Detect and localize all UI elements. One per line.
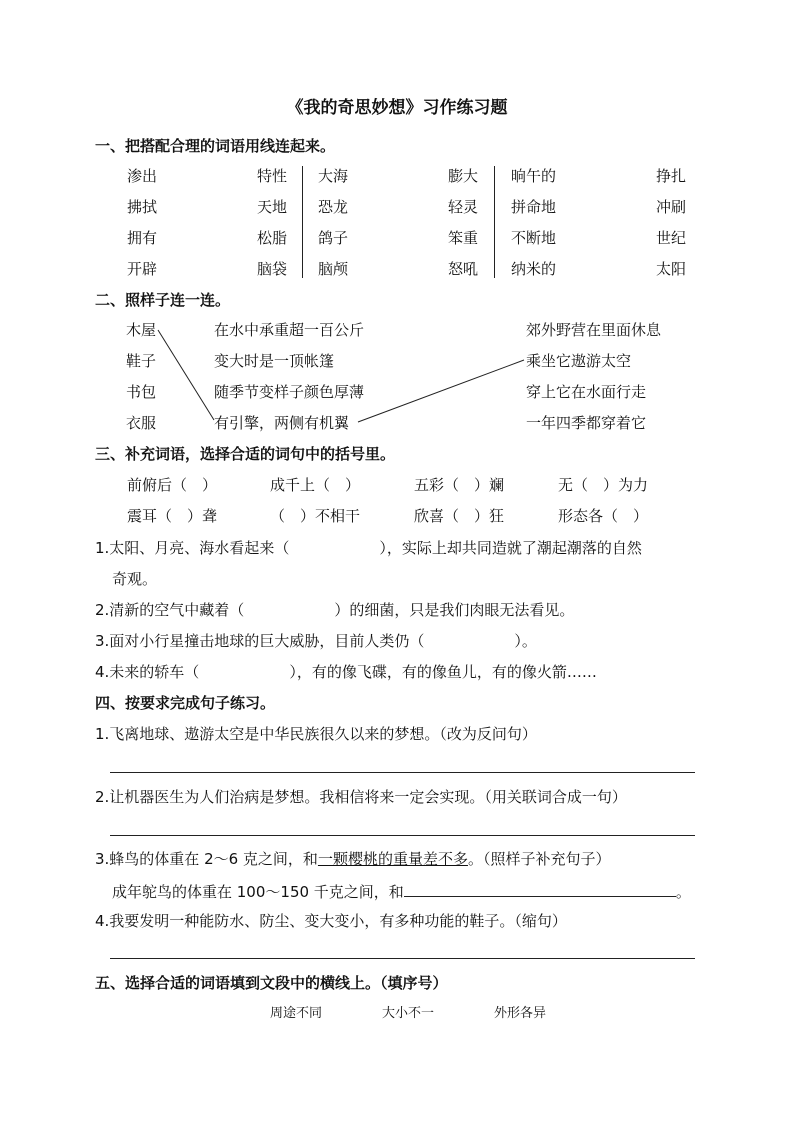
match-word: 鸽子 xyxy=(318,229,349,247)
answer-line[interactable] xyxy=(110,958,695,959)
idiom-blank: 无（ ）为力 xyxy=(558,476,649,494)
match-word: 冲刷 xyxy=(655,198,686,216)
section-3-heading: 三、补充词语，选择合适的词句中的括号里。 xyxy=(95,445,396,463)
item-word: 书包 xyxy=(126,383,157,401)
match-word: 晌午的 xyxy=(511,167,557,185)
question-3-1-cont: 奇观。 xyxy=(112,570,158,588)
question-4-3-fill xyxy=(112,880,691,902)
match-word: 脑颅 xyxy=(318,260,349,278)
match-word: 太阳 xyxy=(655,260,686,278)
feature-text: 变大时是一顶帐篷 xyxy=(214,352,335,370)
match-word: 轻灵 xyxy=(447,198,478,216)
match-word: 笨重 xyxy=(447,229,478,247)
question-4-3-pre: 3.蜂鸟的体重在 2～6 克之间，和 xyxy=(95,850,318,868)
section-5-heading: 五、选择合适的词语填到文段中的横线上。（填序号） xyxy=(95,974,448,992)
match-word: 开辟 xyxy=(127,260,158,278)
example-line xyxy=(158,330,214,420)
section-1-heading: 一、把搭配合理的词语用线连起来。 xyxy=(95,137,336,155)
option-3: 外形各异 xyxy=(494,1006,547,1021)
fill-blank[interactable] xyxy=(404,880,676,897)
answer-line[interactable] xyxy=(110,835,695,836)
feature-text: 在水中承重超一百公斤 xyxy=(214,321,365,339)
usage-text: 乘坐它遨游太空 xyxy=(526,352,632,370)
question-4-3 xyxy=(95,849,610,869)
question-4-4: 4.我要发明一种能防水、防尘、变大变小，有多种功能的鞋子。（缩句） xyxy=(95,912,567,930)
feature-text: 有引擎，两侧有机翼 xyxy=(214,414,350,432)
match-word: 天地 xyxy=(256,198,287,216)
usage-text: 一年四季都穿着它 xyxy=(526,414,647,432)
feature-text: 随季节变样子颜色厚薄 xyxy=(214,383,365,401)
section-2-heading: 二、照样子连一连。 xyxy=(95,291,231,309)
idiom-blank: （ ）不相干 xyxy=(270,507,361,525)
question-3-1: 1.太阳、月亮、海水看起来（ ），实际上却共同造就了潮起潮落的自然 xyxy=(95,539,642,557)
match-word: 松脂 xyxy=(256,229,287,247)
match-word: 渗出 xyxy=(127,167,158,185)
question-4-1: 1.飞离地球、遨游太空是中华民族很久以来的梦想。（改为反问句） xyxy=(95,725,537,743)
idiom-blank: 形态各（ ） xyxy=(558,507,649,525)
option-1: 周途不同 xyxy=(270,1006,323,1021)
page-title: 《我的奇思妙想》习作练习题 xyxy=(286,98,508,118)
match-word: 大海 xyxy=(318,167,349,185)
item-word: 衣服 xyxy=(126,414,157,432)
match-word: 挣扎 xyxy=(655,167,686,185)
match-word: 特性 xyxy=(256,167,287,185)
idiom-blank: 欣喜（ ）狂 xyxy=(414,507,505,525)
option-2: 大小不一 xyxy=(382,1006,435,1021)
match-word: 脑袋 xyxy=(256,260,287,278)
question-4-2: 2.让机器医生为人们治病是梦想。我相信将来一定会实现。（用关联词合成一句） xyxy=(95,788,627,806)
item-word: 鞋子 xyxy=(126,352,157,370)
example-underline: 一颗樱桃的重量差不多 xyxy=(317,850,468,868)
example-line xyxy=(358,360,524,422)
match-word: 不断地 xyxy=(511,229,557,247)
match-word: 纳米的 xyxy=(511,260,557,278)
question-3-2: 2.清新的空气中藏着（ ）的细菌，只是我们肉眼无法看见。 xyxy=(95,601,575,619)
idiom-blank: 震耳（ ）聋 xyxy=(127,507,218,525)
match-word: 拥有 xyxy=(127,229,158,247)
question-4-3b-post: 。 xyxy=(675,883,691,901)
idiom-blank: 前俯后（ ） xyxy=(127,476,218,494)
idiom-blank: 五彩（ ）斓 xyxy=(414,476,505,494)
question-3-3: 3.面对小行星撞击地球的巨大威胁，目前人类仍（ ）。 xyxy=(95,632,537,650)
match-word: 拼命地 xyxy=(511,198,557,216)
match-word: 恐龙 xyxy=(318,198,349,216)
match-word: 怒吼 xyxy=(447,260,478,278)
question-4-3-post: 。（照样子补充句子） xyxy=(467,850,611,868)
match-word: 拂拭 xyxy=(127,198,158,216)
match-word: 世纪 xyxy=(655,229,686,247)
question-4-3b-pre: 成年鸵鸟的体重在 100～150 千克之间，和 xyxy=(112,883,404,901)
answer-line[interactable] xyxy=(110,772,695,773)
usage-text: 郊外野营在里面休息 xyxy=(526,321,662,339)
idiom-blank: 成千上（ ） xyxy=(270,476,361,494)
section-4-heading: 四、按要求完成句子练习。 xyxy=(95,694,276,712)
question-3-4: 4.未来的轿车（ ），有的像飞碟，有的像鱼儿，有的像火箭…… xyxy=(95,663,597,681)
match-word: 膨大 xyxy=(447,167,478,185)
usage-text: 穿上它在水面行走 xyxy=(526,383,647,401)
item-word: 木屋 xyxy=(126,321,157,339)
